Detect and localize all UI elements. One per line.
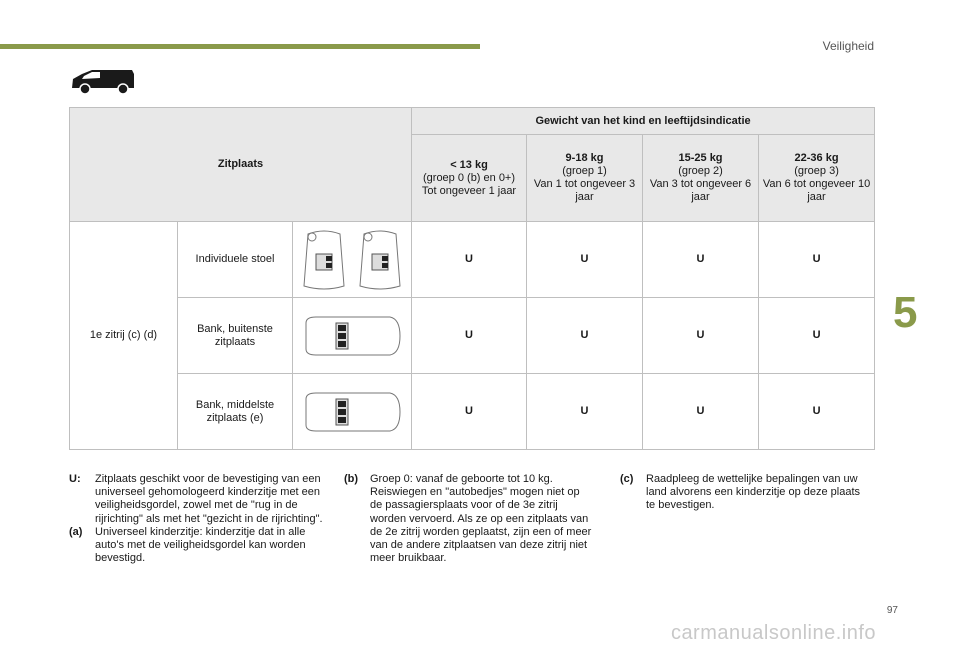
col-header-0: < 13 kg (groep 0 (b) en 0+) Tot ongeveer 1 jaar [412,135,527,222]
cell-r1-c2: U [643,298,759,374]
col-header-1: 9-18 kg (groep 1) Van 1 tot ongeveer 3 jaar [527,135,643,222]
col-header-2: 15-25 kg (groep 2) Van 3 tot ongeveer 6 jaar [643,135,759,222]
row-group-label: 1e zitrij (c) (d) [70,222,178,450]
cell-r1-c1: U [527,298,643,374]
row-label-2: Bank, middelste zitplaats (e) [178,374,293,450]
cell-r0-c1: U [527,222,643,298]
cell-r2-c1: U [527,374,643,450]
section-title: Veiligheid [822,39,874,53]
cell-r2-c0: U [412,374,527,450]
notes-column-2 [344,473,594,565]
note-c: (c) Raadpleeg de wettelijke bepalingen van uw land alvorens een kinderzitje op deze plaats te bevestigen. [620,473,861,512]
seat-header: Zitplaats [70,108,412,222]
chapter-number: 5 [893,288,918,337]
page-number: 97 [886,605,898,616]
child-seat-table [69,107,875,450]
group-header: Gewicht van het kind en leeftijdsindicatie [412,108,875,135]
row-label-0: Individuele stoel [178,222,293,298]
cell-r0-c0: U [412,222,527,298]
notes-column-3 [620,473,868,513]
note-u: U: Zitplaats geschikt voor de bevestiging van een universeel gehomologeerd kinderzitje met een veiligheidsgordel, zowel met de "rug in de rijrichting" als met het "gezicht in de rijrichting". [69,473,323,525]
col-header-3: 22-36 kg (groep 3) Van 6 tot ongeveer 10 jaar [759,135,875,222]
cell-r2-c3: U [759,374,875,450]
cell-r2-c2: U [643,374,759,450]
watermark: carmanualsonline.info [670,622,876,644]
van-icon [70,68,136,96]
cell-r1-c3: U [759,298,875,374]
cell-r1-c0: U [412,298,527,374]
bench-outer-seat-diagram-icon [293,298,412,374]
top-accent-bar [0,44,480,49]
row-label-1: Bank, buitenste zitplaats [178,298,293,374]
cell-r0-c3: U [759,222,875,298]
notes-column-1 [69,473,324,565]
cell-r0-c2: U [643,222,759,298]
individual-seat-diagram-icon [293,222,412,298]
note-a: (a) Universeel kinderzitje: kinderzitje dat in alle auto's met de veiligheidsgordel kan worden bevestigd. [69,525,306,565]
note-b: (b) Groep 0: vanaf de geboorte tot 10 kg. Reiswiegen en "autobedjes" mogen niet op de passagiersplaats voor of de 3e zitrij worden vervoerd. Als ze op een zitplaats van de 2e zitrij worden geplaatst, zijn een of meer van de andere zitplaatsen van deze zitrij niet meer bruikbaar. [344,473,592,565]
bench-middle-seat-diagram-icon [293,374,412,450]
